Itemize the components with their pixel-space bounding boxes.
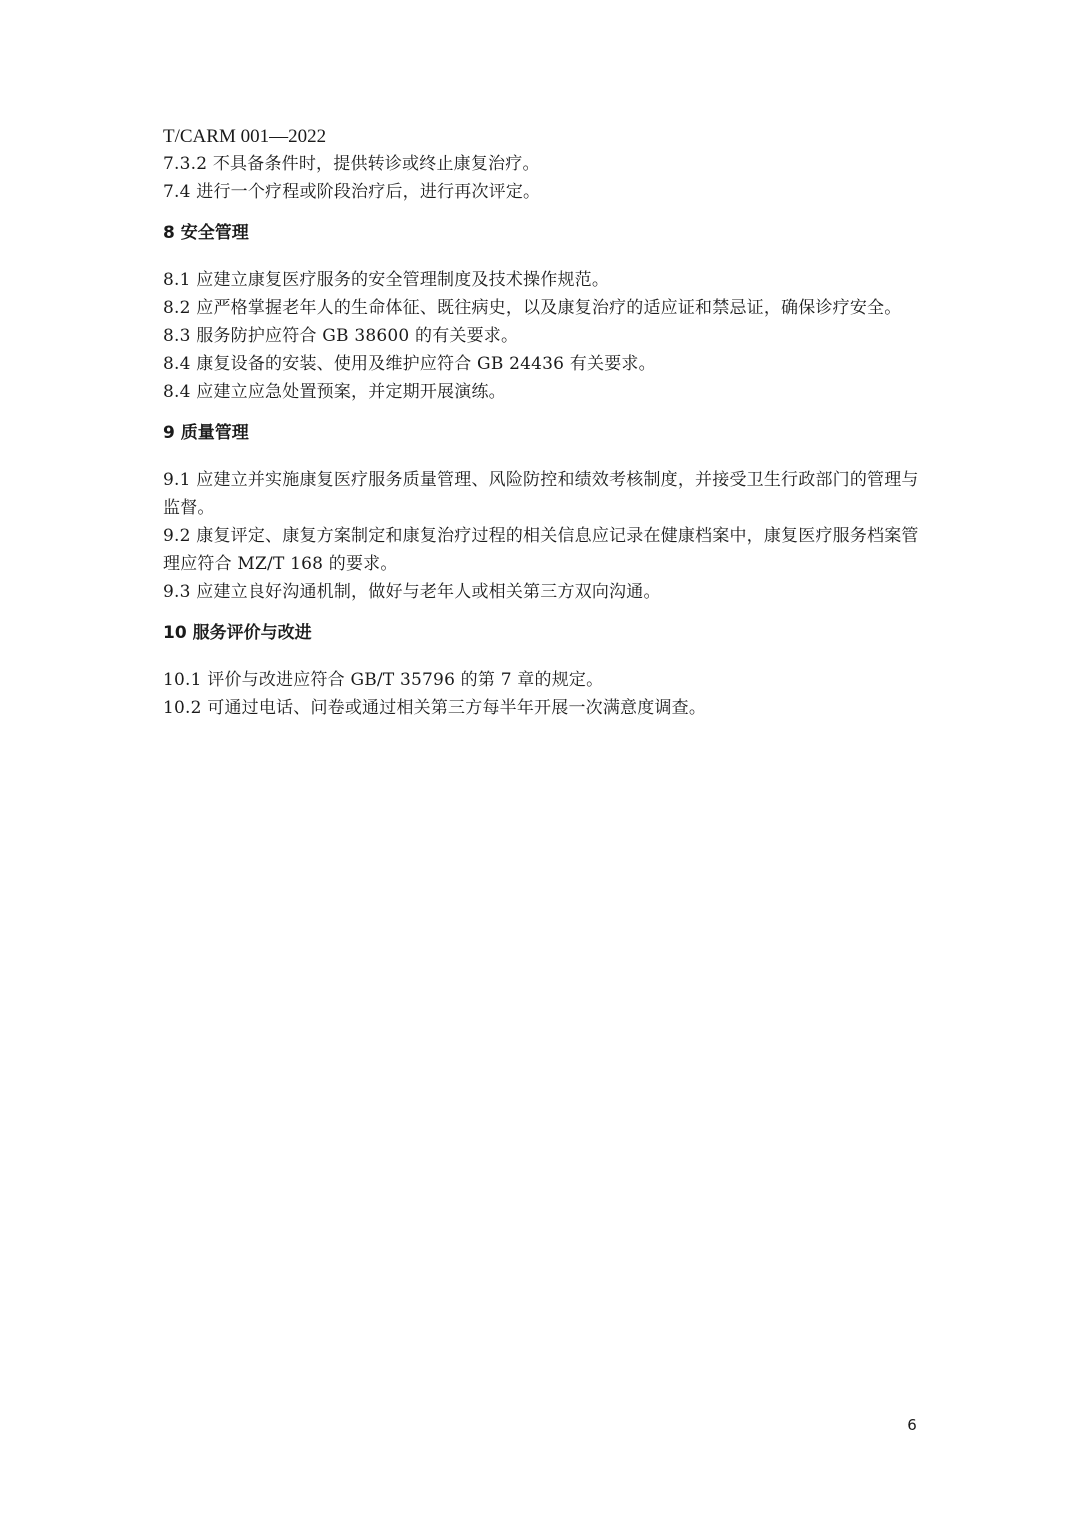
clause-9-3: 9.3 应建立良好沟通机制，做好与老年人或相关第三方双向沟通。 (163, 582, 661, 602)
spacer (163, 246, 923, 266)
clause-9-2: 9.2 康复评定、康复方案制定和康复治疗过程的相关信息应记录在健康档案中，康复医疗服务档案管理应符合 MZ/T 168 的要求。 (163, 526, 919, 574)
clause-10-1: 10.1 评价与改进应符合 GB/T 35796 的第 7 章的规定。 (163, 670, 604, 690)
clause-9-1: 9.1 应建立并实施康复医疗服务质量管理、风险防控和绩效考核制度，并接受卫生行政部门的管理与监督。 (163, 470, 919, 518)
section-heading-8: 8 安全管理 (163, 223, 249, 243)
clause-8-4-equipment: 8.4 康复设备的安装、使用及维护应符合 GB 24436 有关要求。 (163, 354, 656, 374)
spacer (163, 646, 923, 666)
spacer (163, 406, 923, 420)
spacer (163, 606, 923, 620)
spacer (163, 446, 923, 466)
spacer (163, 206, 923, 220)
section-heading-9: 9 质量管理 (163, 423, 249, 443)
section-heading-10: 10 服务评价与改进 (163, 623, 312, 643)
clause-8-4-emergency: 8.4 应建立应急处置预案，并定期开展演练。 (163, 382, 506, 402)
clause-8-1: 8.1 应建立康复医疗服务的安全管理制度及技术操作规范。 (163, 270, 610, 290)
document-code: T/CARM 001—2022 (163, 126, 327, 147)
page-content (163, 124, 923, 722)
clause-8-3: 8.3 服务防护应符合 GB 38600 的有关要求。 (163, 326, 519, 346)
clause-8-2: 8.2 应严格掌握老年人的生命体征、既往病史，以及康复治疗的适应证和禁忌证，确保诊疗安全。 (163, 298, 902, 318)
page-number: 6 (907, 1416, 917, 1434)
clause-7-4: 7.4 进行一个疗程或阶段治疗后，进行再次评定。 (163, 182, 541, 202)
clause-10-2: 10.2 可通过电话、问卷或通过相关第三方每半年开展一次满意度调查。 (163, 698, 707, 718)
clause-7-3-2: 7.3.2 不具备条件时，提供转诊或终止康复治疗。 (163, 154, 540, 174)
